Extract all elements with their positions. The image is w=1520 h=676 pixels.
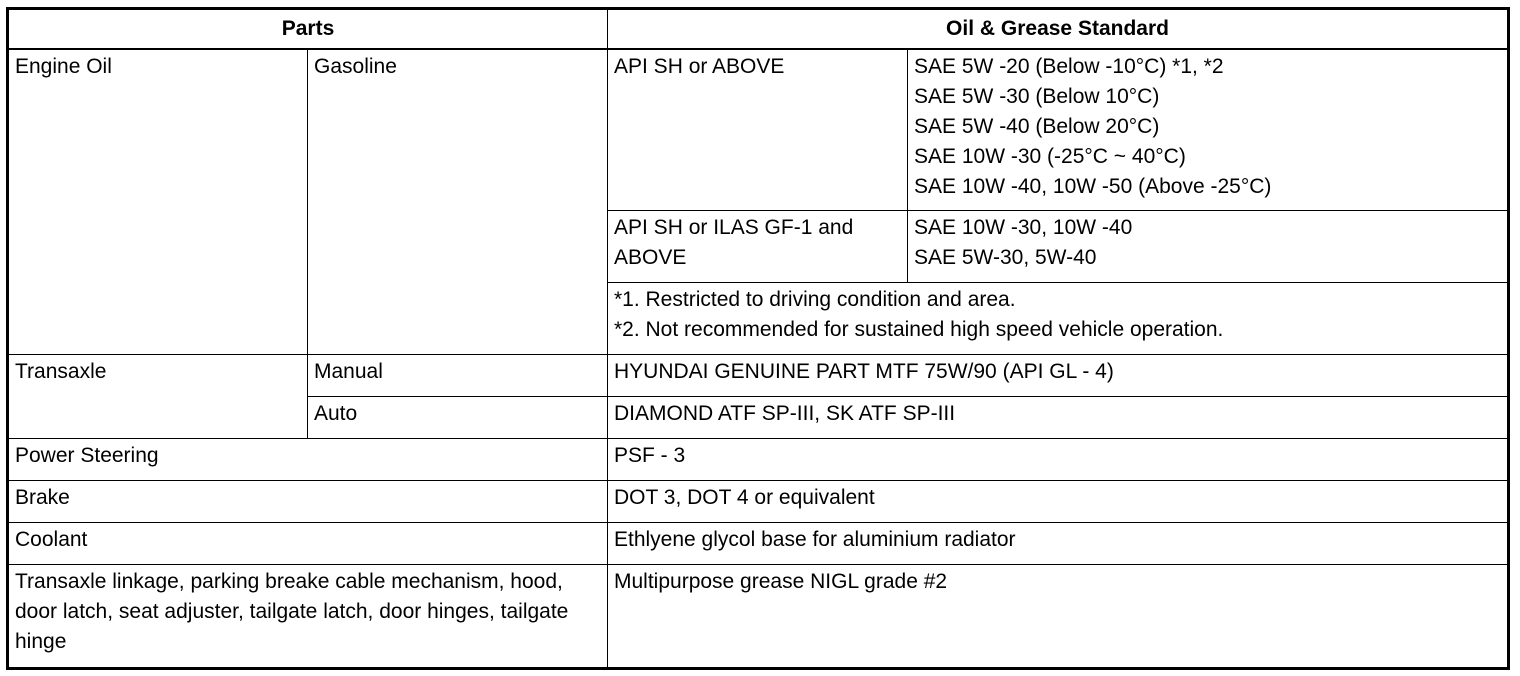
engine-oil-viscosity-1 — [908, 49, 1509, 211]
table-row — [8, 523, 1509, 565]
viscosity-line: SAE 5W -30 (Below 10°C) — [914, 84, 1160, 108]
table-row — [8, 49, 1509, 211]
footnote: *2. Not recommended for sustained high speed vehicle operation. — [614, 318, 1224, 341]
part-power-steering: Power Steering — [8, 439, 608, 481]
power-steering-spec: PSF - 3 — [608, 439, 1509, 481]
sub-auto: Auto — [308, 397, 608, 439]
header-parts: Parts — [8, 9, 608, 49]
part-brake: Brake — [8, 481, 608, 523]
part-engine-oil: Engine Oil — [8, 49, 308, 355]
coolant-spec: Ethlyene glycol base for aluminium radiator — [608, 523, 1509, 565]
engine-oil-grade-2: API SH or ILAS GF-1 and ABOVE — [608, 211, 908, 283]
footnote: *1. Restricted to driving condition and area. — [614, 288, 1016, 311]
table-row — [8, 355, 1509, 397]
header-row — [8, 9, 1509, 49]
engine-oil-notes — [608, 283, 1509, 355]
lubricant-spec-table — [6, 7, 1510, 670]
viscosity-line: SAE 10W -30, 10W -40 — [914, 216, 1133, 239]
viscosity-line: SAE 5W -20 (Below -10°C) *1, *2 — [914, 54, 1224, 78]
viscosity-line: SAE 10W -30 (-25°C ~ 40°C) — [914, 144, 1186, 168]
transaxle-auto-spec: DIAMOND ATF SP-III, SK ATF SP-III — [608, 397, 1509, 439]
part-transaxle: Transaxle — [8, 355, 308, 439]
header-standard: Oil & Grease Standard — [608, 9, 1509, 49]
table-row — [8, 565, 1509, 669]
sub-gasoline: Gasoline — [308, 49, 608, 355]
linkage-spec: Multipurpose grease NIGL grade #2 — [608, 565, 1509, 669]
engine-oil-grade-1: API SH or ABOVE — [608, 49, 908, 211]
brake-spec: DOT 3, DOT 4 or equivalent — [608, 481, 1509, 523]
table-row — [8, 439, 1509, 481]
viscosity-line: SAE 10W -40, 10W -50 (Above -25°C) — [914, 174, 1272, 198]
viscosity-line: SAE 5W -40 (Below 20°C) — [914, 114, 1160, 138]
viscosity-line: SAE 5W-30, 5W-40 — [914, 246, 1097, 269]
table-row — [8, 481, 1509, 523]
part-linkage: Transaxle linkage, parking breake cable mechanism, hood, door latch, seat adjuster, tailgate latch, door hinges, tailgate hinge — [8, 565, 608, 669]
part-coolant: Coolant — [8, 523, 608, 565]
sub-manual: Manual — [308, 355, 608, 397]
engine-oil-viscosity-2 — [908, 211, 1509, 283]
transaxle-manual-spec: HYUNDAI GENUINE PART MTF 75W/90 (API GL - 4) — [608, 355, 1509, 397]
